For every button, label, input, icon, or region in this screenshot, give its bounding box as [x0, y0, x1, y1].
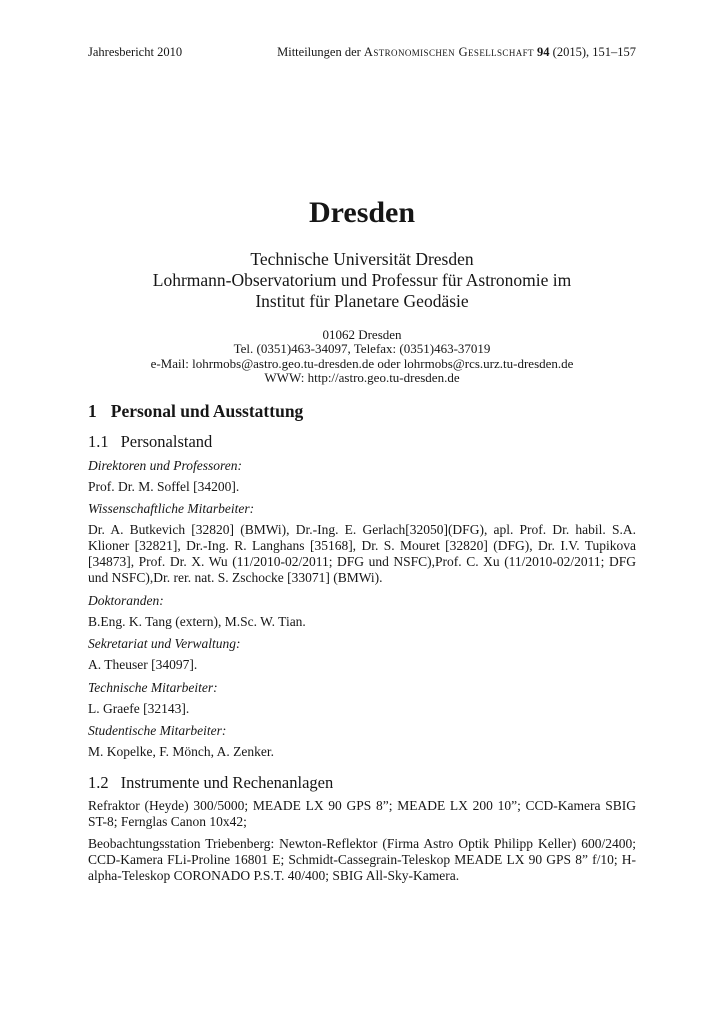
personnel-role-label: Technische Mitarbeiter: — [88, 679, 218, 695]
personnel-names: Prof. Dr. M. Soffel [34200]. — [88, 478, 240, 494]
running-header-left: Jahresbericht 2010 — [88, 45, 183, 59]
subsection-number: 1.2 — [88, 773, 109, 793]
contact-postal: 01062 Dresden — [322, 327, 402, 343]
journal-prefix: Mitteilungen der — [277, 45, 364, 59]
contact-phone: Tel. (0351)463-34097, Telefax: (0351)463-37019 — [233, 341, 491, 357]
contact-www: WWW: http://astro.geo.tu-dresden.de — [264, 369, 460, 385]
running-header-right — [277, 45, 636, 59]
content-column — [88, 0, 636, 884]
institution-line: Institut für Planetare Geodäsie — [255, 291, 469, 312]
instruments-paragraph: Refraktor (Heyde) 300/5000; MEADE LX 90 GPS 8”; MEADE LX 200 10”; CCD-Kamera SBIG ST-8; Fernglas Canon 10x42; — [88, 798, 636, 830]
personnel-names: L. Graefe [32143]. — [88, 700, 190, 716]
institution-line: Lohrmann-Observatorium und Professur für Astronomie im — [152, 270, 572, 291]
personnel-names: B.Eng. K. Tang (extern), M.Sc. W. Tian. — [88, 613, 306, 629]
personnel-role-label: Doktoranden: — [88, 592, 164, 608]
institution-line: Technische Universität Dresden — [250, 249, 474, 270]
running-header — [88, 0, 636, 59]
subsection-heading-personalstand — [88, 432, 636, 451]
instruments-paragraph: Beobachtungsstation Triebenberg: Newton-Reflektor (Firma Astro Optik Philipp Keller) 600/2400; CCD-Kamera FLi-Proline 16801 E; Schmidt-Cassegrain-Teleskop MEADE LX 90 GPS 8” f/10; H-alpha-Teleskop CORONADO P.S.T. 40/400; SBIG All-Sky-Kamera. — [88, 836, 636, 884]
contact-block — [88, 328, 636, 385]
personnel-role-label: Direktoren und Professoren: — [88, 457, 242, 473]
subsection-heading-instrumente — [88, 773, 636, 792]
personnel-names: Dr. A. Butkevich [32820] (BMWi), Dr.-Ing. E. Gerlach[32050](DFG), apl. Prof. Dr. habil. S.A. Klioner [32821], Dr.-Ing. R. Langhans [35168], Dr. S. Mouret [32820] (DFG), Dr. I.V. Tupikova [34873], Prof. Dr. X. Wu (11/2010-02/2011; DFG und NSFC),Prof. C. Xu (11/2010-02/2011; DFG und NSFC),Dr. rer. nat. S. Zschocke [33071] (BMWi). — [88, 522, 636, 586]
subsection-title: Personalstand — [120, 432, 213, 452]
section-title: Personal und Ausstattung — [110, 401, 304, 422]
journal-issue: (2015), 151–157 — [552, 45, 636, 59]
subsection-number: 1.1 — [88, 432, 109, 452]
contact-email: e-Mail: lohrmobs@astro.geo.tu-dresden.de oder lohrmobs@rcs.urz.tu-dresden.de — [150, 355, 574, 371]
page-title: Dresden — [308, 196, 416, 229]
institution-block — [88, 249, 636, 312]
journal-name: Astronomischen Gesellschaft — [363, 45, 534, 59]
personnel-names: M. Kopelke, F. Mönch, A. Zenker. — [88, 744, 275, 760]
section-heading-personal-und-ausstattung — [88, 401, 636, 421]
journal-volume: 94 — [537, 45, 550, 59]
personnel-role-label: Sekretariat und Verwaltung: — [88, 636, 241, 652]
personnel-role-label: Studentische Mitarbeiter: — [88, 723, 227, 739]
section-number: 1 — [88, 401, 97, 422]
personnel-role-label: Wissenschaftliche Mitarbeiter: — [88, 501, 255, 517]
subsection-title: Instrumente und Rechenanlagen — [120, 773, 334, 793]
personnel-names: A. Theuser [34097]. — [88, 657, 198, 673]
